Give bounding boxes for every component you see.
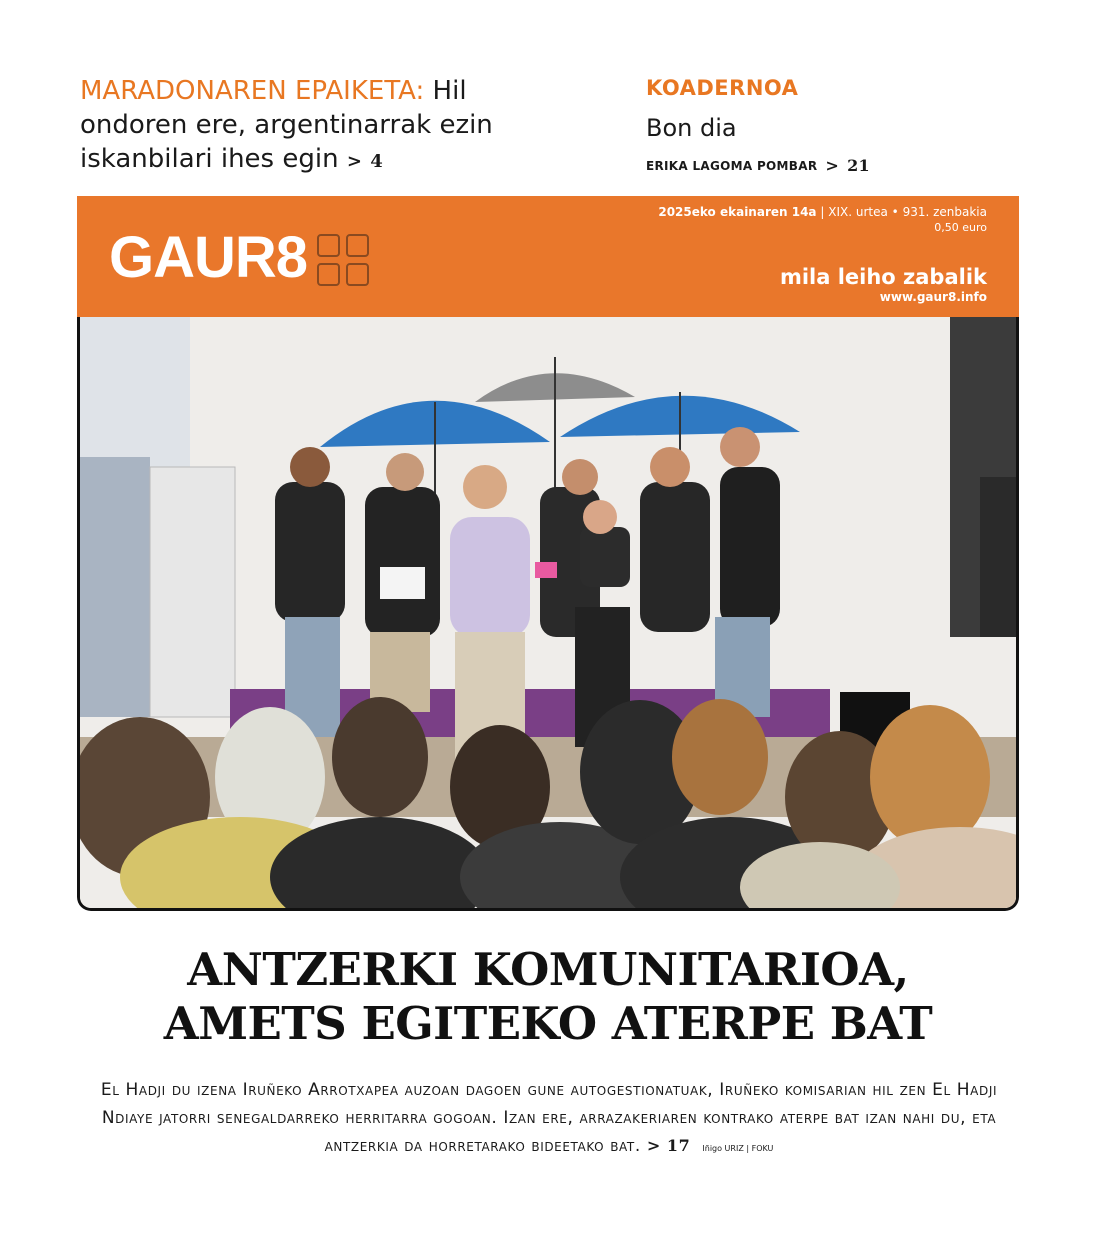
lede-text: El Hadji du izena Iruñeko Arrotxapea auzoan dagoen gune autogestionatuak, Iruñeko komisarian hil zen El Hadji Ndiaye jatorri senegaldarreko herritarra gogoan. Izan ere, arrazakeriaren kontrako aterpe bat izan nahi du, eta antzerkia da horretarako bideetako bat. [100,1080,998,1156]
cover-photo-illustration [80,317,1016,908]
issue-info [658,204,987,236]
headline-line-1: ANTZERKI KOMUNITARIOA, [187,943,909,996]
page-ref-arrow-icon: > [646,1136,661,1155]
main-headline[interactable] [60,943,1036,1051]
section-name: KOADERNOA [646,76,799,100]
page-ref-arrow-icon: > [346,151,362,172]
photo-credit: Iñigo URIZ | FOKU [702,1144,774,1153]
teaser-koadernoa[interactable] [646,74,1026,175]
column-title: Bon dia [646,114,737,142]
page-ref-number: 4 [370,151,383,172]
headline-line-2: AMETS EGITEKO ATERPE BAT [163,997,933,1050]
masthead [77,196,1019,317]
slogan: mila leiho zabalik [779,265,987,289]
page-ref-number: 21 [847,156,870,175]
logo: GAUR8 [109,225,308,290]
page-ref-number[interactable]: 17 [666,1136,691,1155]
teaser-text: Hil ondoren ere, argentinarrak ezin iskanbilari ihes egin [80,76,493,174]
byline [646,156,1026,175]
issue-number: 931. zenbakia [902,205,987,219]
page-ref-arrow-icon: > [825,156,840,175]
separator: • [891,205,899,219]
separator: | [820,205,825,219]
lede-paragraph [76,1076,1022,1163]
teaser-maradona[interactable] [80,74,500,179]
issue-year: XIX. urtea [828,205,888,219]
author-name: ERIKA LAGOMA POMBAR [646,158,818,173]
cover-photo [77,317,1019,911]
issue-date: 2025eko ekainaren 14a [658,205,817,219]
site-url[interactable]: www.gaur8.info [879,290,987,304]
logo-squares-icon [317,234,369,286]
issue-price: 0,50 euro [934,221,987,234]
teaser-kicker: MARADONAREN EPAIKETA: [80,76,425,106]
